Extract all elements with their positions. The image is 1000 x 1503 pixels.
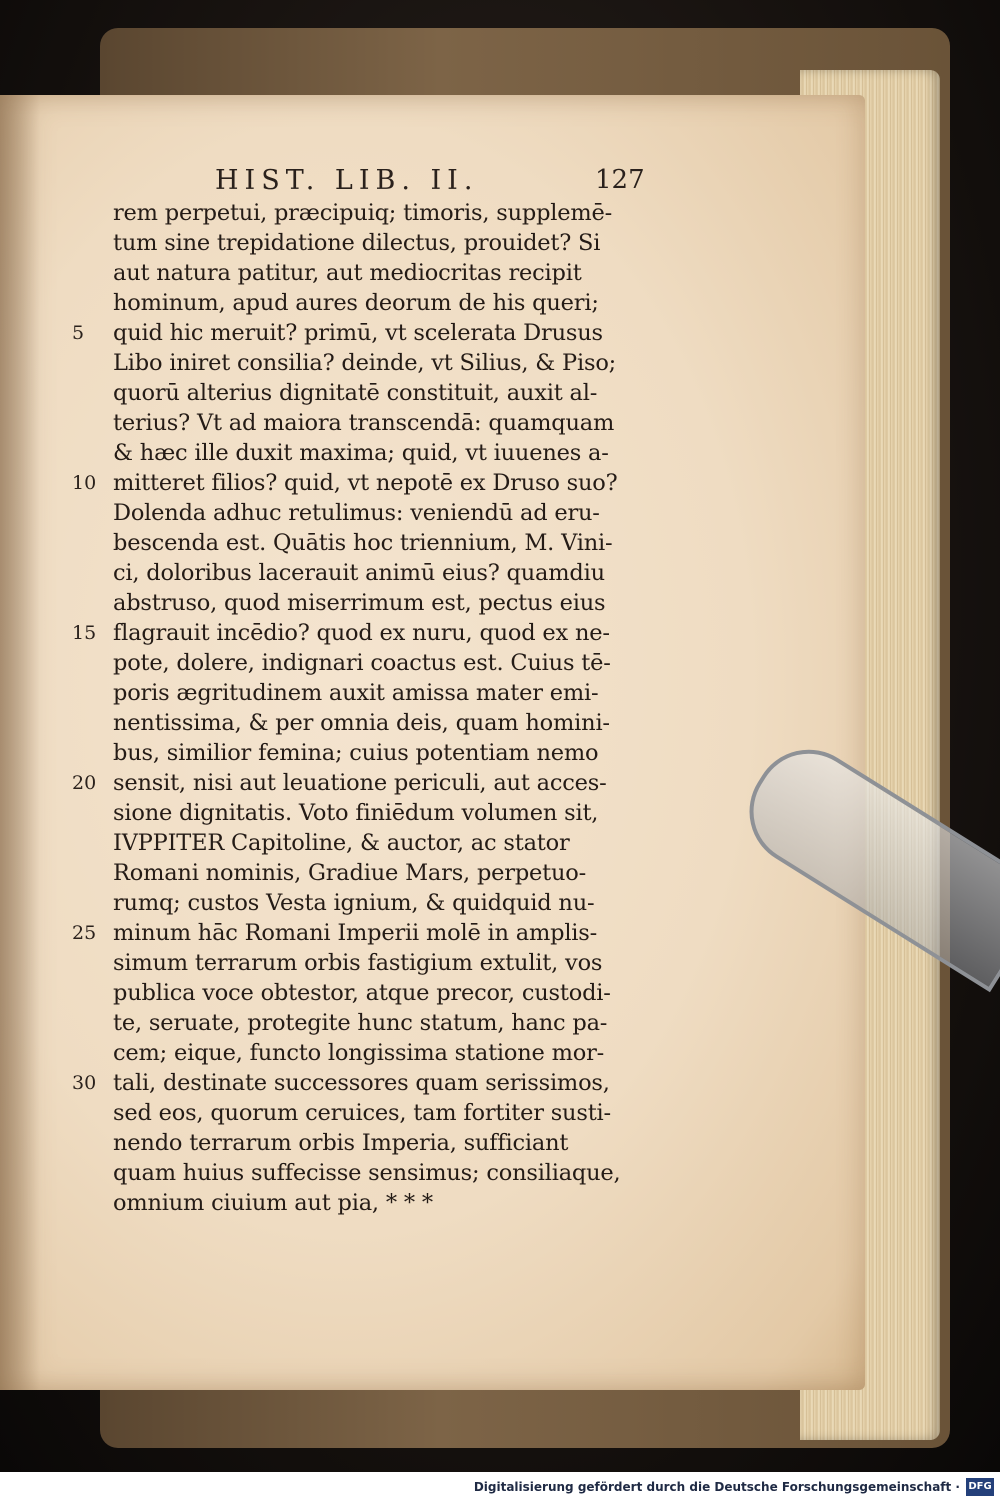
margin-line-number: 10 (72, 472, 97, 494)
margin-line-number: 15 (72, 622, 97, 644)
margin-line-number: 25 (72, 922, 97, 944)
text-line: simum terrarum orbis fastigium extulit, vos (113, 950, 603, 976)
text-line: te, seruate, protegite hunc statum, hanc pa- (113, 1010, 608, 1036)
text-line: Romani nominis, Gradiue Mars, perpetuo- (113, 860, 587, 886)
text-line: sione dignitatis. Voto finiēdum volumen sit, (113, 800, 599, 826)
text-line: cem; eique, functo longissima statione mor- (113, 1040, 605, 1066)
text-line: rumq; custos Vesta ignium, & quidquid nu- (113, 890, 595, 916)
text-line: nentissima, & per omnia deis, quam homini- (113, 710, 610, 736)
text-line: & hæc ille duxit maxima; quid, vt iuuenes a- (113, 440, 609, 466)
text-block (113, 198, 653, 1218)
book-page (0, 95, 865, 1390)
text-line: hominum, apud aures deorum de his queri; (113, 290, 599, 316)
dfg-logo: DFG (966, 1478, 994, 1496)
text-line: tali, destinate successores quam serissimos, (113, 1070, 610, 1096)
text-line: quid hic meruit? primū, vt scelerata Drusus (113, 320, 603, 346)
text-line: omnium ciuium aut pia, * * * (113, 1190, 433, 1216)
text-line: tum sine trepidatione dilectus, prouidet? Si (113, 230, 601, 256)
text-line: quorū alterius dignitatē constituit, auxit al- (113, 380, 598, 406)
text-line: abstruso, quod miserrimum est, pectus eius (113, 590, 606, 616)
text-line: poris ægritudinem auxit amissa mater emi- (113, 680, 599, 706)
text-line: Libo iniret consilia? deinde, vt Silius, & Piso; (113, 350, 617, 376)
text-line: minum hāc Romani Imperii molē in amplis- (113, 920, 598, 946)
footer-bar (0, 1472, 1000, 1503)
text-line: Dolenda adhuc retulimus: veniendū ad eru- (113, 500, 600, 526)
text-line: bus, similior femina; cuius potentiam nemo (113, 740, 599, 766)
margin-line-number: 20 (72, 772, 97, 794)
margin-line-number: 30 (72, 1072, 97, 1094)
running-head: HIST. LIB. II. (215, 165, 479, 196)
gutter-shadow (0, 95, 40, 1390)
page-number: 127 (595, 165, 645, 195)
text-line: mitteret filios? quid, vt nepotē ex Druso suo? (113, 470, 618, 496)
text-line: aut natura patitur, aut mediocritas recipit (113, 260, 582, 286)
text-line: bescenda est. Quātis hoc triennium, M. Vini- (113, 530, 613, 556)
text-line: rem perpetui, præcipuiq; timoris, supplemē- (113, 200, 613, 226)
text-line: sensit, nisi aut leuatione periculi, aut acces- (113, 770, 607, 796)
text-line: publica voce obtestor, atque precor, custodi- (113, 980, 611, 1006)
text-line: sed eos, quorum ceruices, tam fortiter susti- (113, 1100, 611, 1126)
footer-credit: Digitalisierung gefördert durch die Deutsche Forschungsgemeinschaft · (473, 1480, 960, 1494)
text-line: quam huius suffecisse sensimus; consiliaque, (113, 1160, 621, 1186)
text-line: terius? Vt ad maiora transcendā: quamquam (113, 410, 615, 436)
margin-line-number: 5 (72, 322, 85, 344)
text-line: nendo terrarum orbis Imperia, sufficiant (113, 1130, 569, 1156)
text-line: IVPPITER Capitoline, & auctor, ac stator (113, 830, 570, 856)
text-line: ci, doloribus lacerauit animū eius? quamdiu (113, 560, 605, 586)
text-line: flagrauit incēdio? quod ex nuru, quod ex ne- (113, 620, 610, 646)
text-line: pote, dolere, indignari coactus est. Cuius tē- (113, 650, 611, 676)
